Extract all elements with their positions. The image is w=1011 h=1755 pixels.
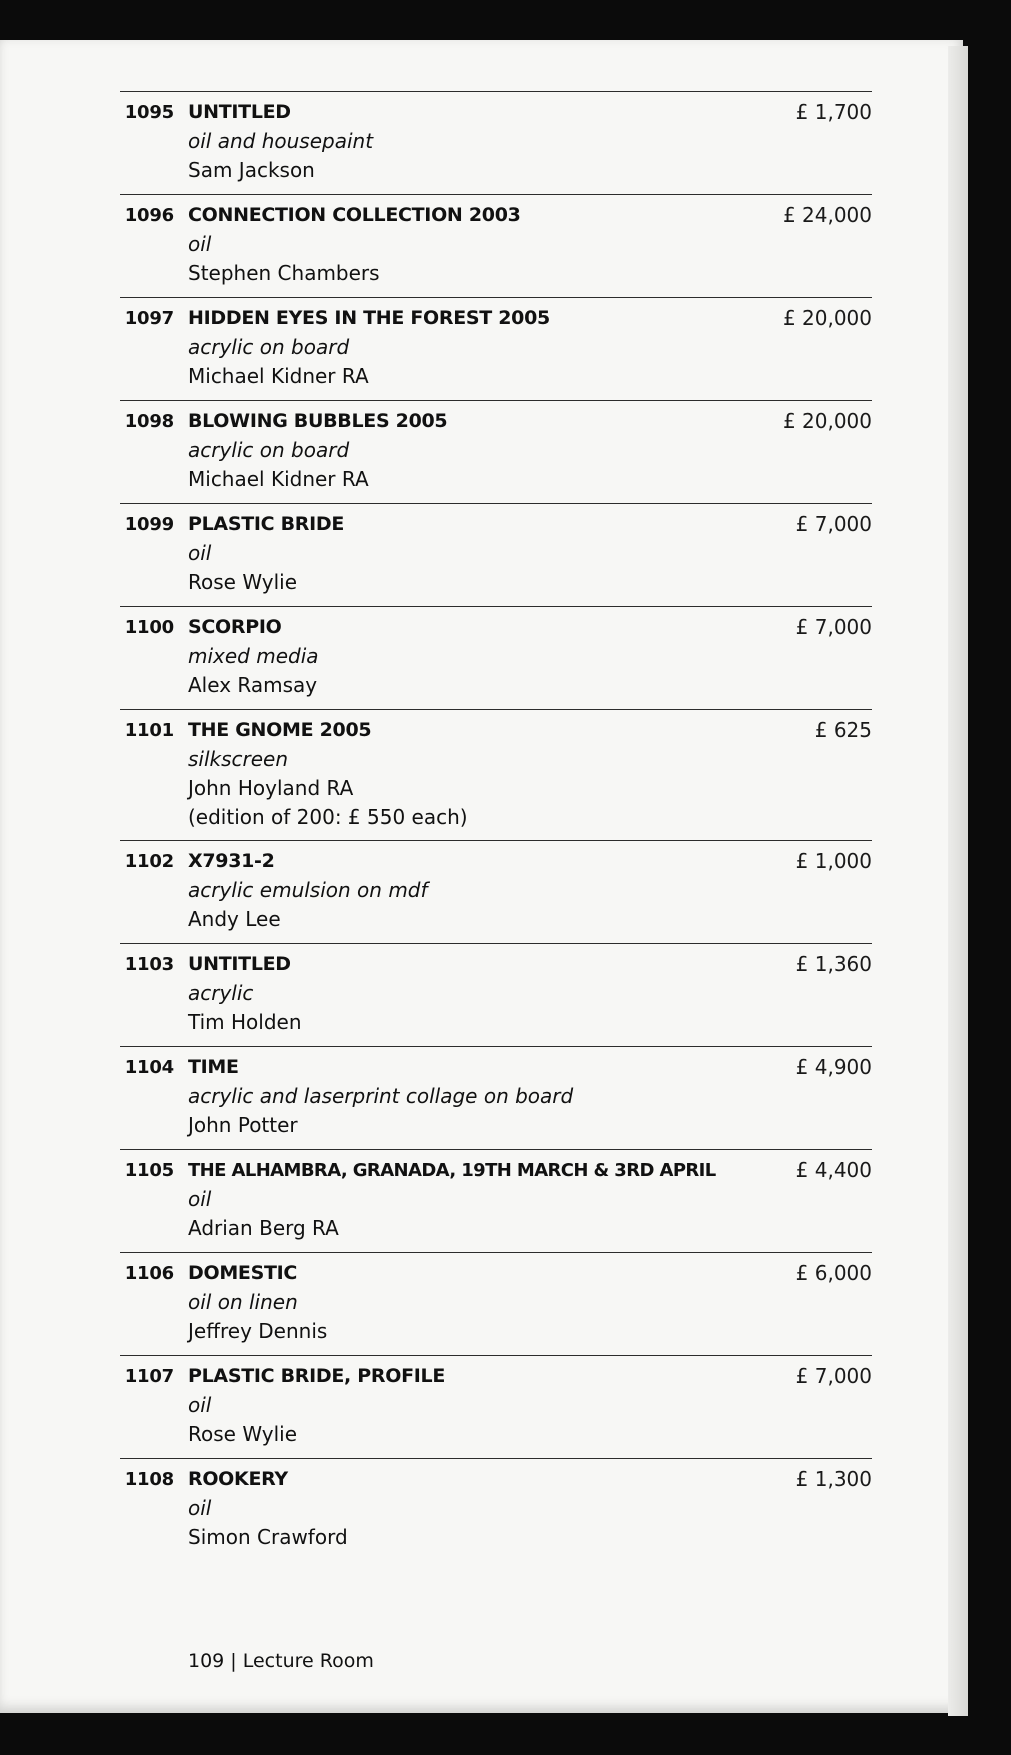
- entry-price: £ 1,700: [795, 100, 872, 124]
- entry-artist: Simon Crawford: [188, 1525, 348, 1549]
- entry-artist: Rose Wylie: [188, 570, 297, 594]
- entry-artist: John Potter: [188, 1113, 298, 1137]
- entry-artist: Tim Holden: [188, 1010, 302, 1034]
- entry-header: [120, 950, 872, 979]
- entry-medium: acrylic on board: [188, 335, 350, 359]
- page-edge: [948, 46, 968, 1716]
- entry-number: 1096: [124, 205, 174, 226]
- entry-number: 1102: [124, 851, 174, 872]
- entry-number: 1099: [124, 514, 174, 535]
- entry-header: [120, 1362, 872, 1391]
- catalogue-entry: [120, 943, 872, 1037]
- entry-artist: Michael Kidner RA: [188, 364, 369, 388]
- entry-header: [120, 1465, 872, 1494]
- catalogue-entry: [120, 1355, 872, 1449]
- entry-title: THE GNOME 2005: [188, 719, 372, 741]
- entry-header: [120, 98, 872, 127]
- entry-medium: oil on linen: [188, 1290, 298, 1314]
- entry-price: £ 1,300: [795, 1467, 872, 1491]
- entry-header: [120, 201, 872, 230]
- catalogue-entry: [120, 194, 872, 288]
- entry-artist: Jeffrey Dennis: [188, 1319, 328, 1343]
- catalogue-entry: [120, 503, 872, 597]
- entry-title: HIDDEN EYES IN THE FOREST 2005: [188, 307, 550, 329]
- entry-price: £ 24,000: [782, 203, 872, 227]
- entry-price: £ 7,000: [795, 615, 872, 639]
- entry-artist: Andy Lee: [188, 907, 281, 931]
- entry-price: £ 7,000: [795, 512, 872, 536]
- entry-price: £ 4,900: [795, 1055, 872, 1079]
- entry-number: 1098: [124, 411, 174, 432]
- entry-medium: acrylic emulsion on mdf: [188, 878, 428, 902]
- entry-number: 1100: [124, 617, 174, 638]
- entry-header: [120, 510, 872, 539]
- entry-header: [120, 1259, 872, 1288]
- entry-number: 1108: [124, 1469, 174, 1490]
- catalogue-entry: [120, 91, 872, 185]
- entry-header: [120, 847, 872, 876]
- catalogue-entry: [120, 1149, 872, 1243]
- entry-number: 1107: [124, 1366, 174, 1387]
- entry-title: ROOKERY: [188, 1468, 288, 1490]
- catalogue-entry: [120, 400, 872, 494]
- entry-title: BLOWING BUBBLES 2005: [188, 410, 448, 432]
- entry-medium: oil: [188, 1187, 212, 1211]
- entry-price: £ 4,400: [795, 1158, 872, 1182]
- entry-title: PLASTIC BRIDE: [188, 513, 345, 535]
- entry-price: £ 1,360: [795, 952, 872, 976]
- catalogue-entry: [120, 840, 872, 934]
- entry-medium: acrylic on board: [188, 438, 350, 462]
- entry-artist: Stephen Chambers: [188, 261, 380, 285]
- entry-title: UNTITLED: [188, 953, 291, 975]
- entry-medium: oil: [188, 1496, 212, 1520]
- entry-number: 1103: [124, 954, 174, 975]
- entry-artist: John Hoyland RA: [188, 776, 354, 800]
- entry-artist: Sam Jackson: [188, 158, 315, 182]
- entry-header: [120, 407, 872, 436]
- entry-medium: oil: [188, 232, 212, 256]
- entry-medium: oil: [188, 1393, 212, 1417]
- entry-number: 1105: [124, 1160, 174, 1181]
- entry-title: THE ALHAMBRA, GRANADA, 19TH MARCH & 3RD APRIL: [188, 1160, 716, 1181]
- entry-medium: mixed media: [188, 644, 319, 668]
- entry-medium: acrylic and laserprint collage on board: [188, 1084, 574, 1108]
- entry-title: DOMESTIC: [188, 1262, 298, 1284]
- entry-title: UNTITLED: [188, 101, 291, 123]
- catalogue-entry: [120, 1252, 872, 1346]
- entry-number: 1104: [124, 1057, 174, 1078]
- catalogue-entry: [120, 709, 872, 832]
- entry-number: 1101: [124, 720, 174, 741]
- entry-medium: silkscreen: [188, 747, 289, 771]
- entry-header: [120, 1156, 872, 1185]
- entry-artist: Alex Ramsay: [188, 673, 318, 697]
- entry-medium: oil: [188, 541, 212, 565]
- catalogue-entry: [120, 1046, 872, 1140]
- entry-number: 1097: [124, 308, 174, 329]
- entry-edition: (edition of 200: £ 550 each): [188, 805, 468, 829]
- entry-title: SCORPIO: [188, 616, 282, 638]
- entry-price: £ 7,000: [795, 1364, 872, 1388]
- entry-header: [120, 304, 872, 333]
- entry-title: PLASTIC BRIDE, PROFILE: [188, 1365, 446, 1387]
- entry-artist: Adrian Berg RA: [188, 1216, 339, 1240]
- entry-title: TIME: [188, 1056, 239, 1078]
- entry-number: 1106: [124, 1263, 174, 1284]
- entry-price: £ 1,000: [795, 849, 872, 873]
- page-footer: 109 | Lecture Room: [188, 1650, 374, 1672]
- catalogue-entry: [120, 606, 872, 700]
- catalogue-entry: [120, 1458, 872, 1552]
- entry-medium: oil and housepaint: [188, 129, 374, 153]
- entry-artist: Rose Wylie: [188, 1422, 297, 1446]
- entry-price: £ 6,000: [795, 1261, 872, 1285]
- entry-price: £ 625: [814, 718, 872, 742]
- entry-medium: acrylic: [188, 981, 254, 1005]
- entry-header: [120, 1053, 872, 1082]
- entry-artist: Michael Kidner RA: [188, 467, 369, 491]
- entry-title: CONNECTION COLLECTION 2003: [188, 204, 521, 226]
- entry-number: 1095: [124, 102, 174, 123]
- entry-price: £ 20,000: [782, 409, 872, 433]
- catalogue-entry: [120, 297, 872, 391]
- entry-price: £ 20,000: [782, 306, 872, 330]
- entry-header: [120, 716, 872, 745]
- entry-header: [120, 613, 872, 642]
- entry-title: X7931-2: [188, 850, 275, 872]
